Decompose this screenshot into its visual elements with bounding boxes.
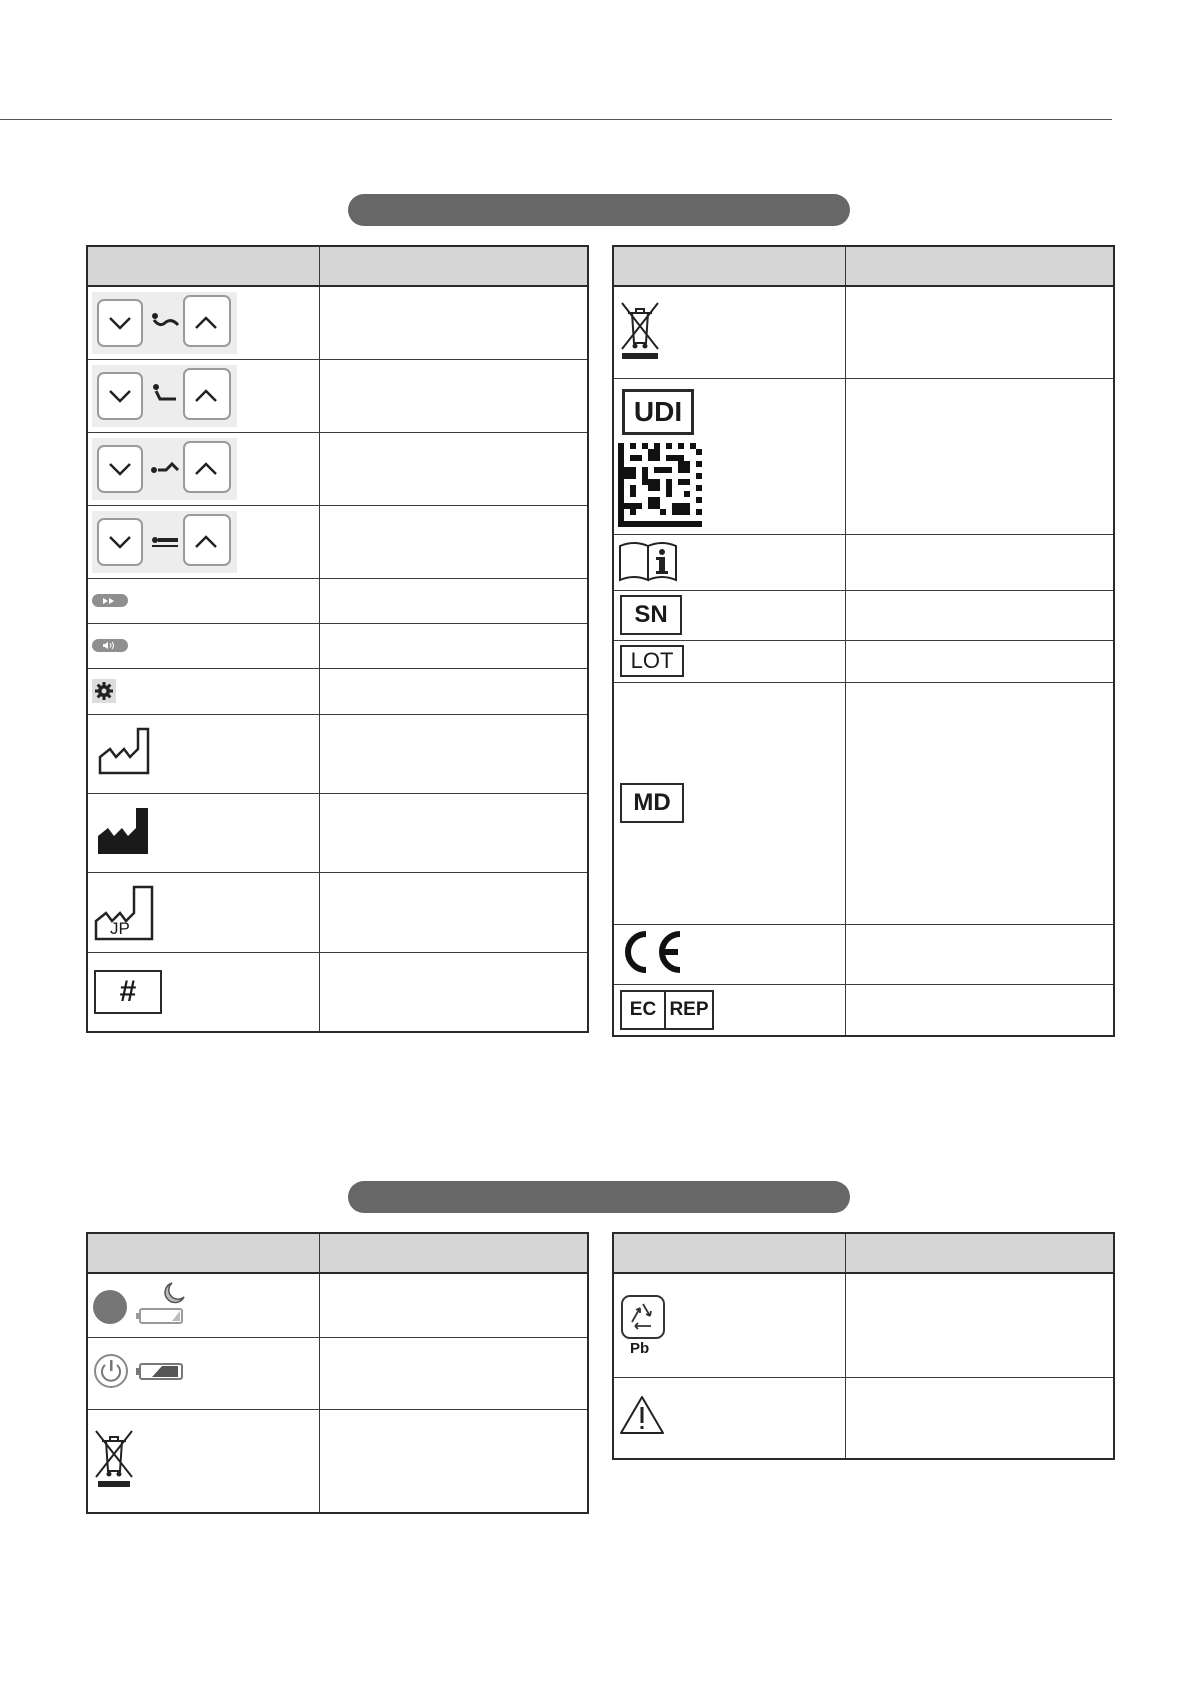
header-description (319, 1233, 588, 1273)
header-symbol (613, 1233, 845, 1273)
weee-crossed-bin-icon (613, 286, 845, 378)
header-description (845, 1233, 1114, 1273)
header-symbol (613, 246, 845, 286)
leg-rest-adjust-buttons-icon (87, 432, 319, 505)
backrest-adjust-buttons-icon (87, 286, 319, 359)
row-description (319, 793, 588, 872)
row-description (319, 1409, 588, 1513)
symbol-table-1-right (612, 245, 1115, 1037)
row-description (845, 682, 1114, 924)
row-description (319, 432, 588, 505)
row-description (319, 668, 588, 714)
top-divider (0, 119, 1112, 120)
model-number-icon (87, 952, 319, 1032)
sleep-low-battery-icon (87, 1273, 319, 1337)
medical-device-icon (613, 682, 845, 924)
serial-number-icon (613, 590, 845, 640)
udi-label: UDI (622, 389, 694, 435)
lead-pb-label: Pb (630, 1339, 650, 1357)
lot-number-icon (613, 640, 845, 682)
header-symbol (87, 246, 319, 286)
manufacturer-icon (87, 793, 319, 872)
row-description (319, 578, 588, 623)
serial-number-label: SN (620, 595, 682, 635)
row-description (319, 1273, 588, 1337)
consult-instructions-icon (613, 534, 845, 590)
row-description (319, 286, 588, 359)
settings-gear-icon (87, 668, 319, 714)
datamatrix-code-icon (618, 443, 702, 527)
symbol-table-2-left (86, 1232, 589, 1514)
date-of-manufacture-icon (87, 714, 319, 793)
warning-triangle-icon (613, 1377, 845, 1459)
recycle-pb-icon (613, 1273, 845, 1377)
row-description (319, 952, 588, 1032)
rep-label: REP (669, 998, 709, 1020)
row-description (319, 1337, 588, 1409)
model-number-label: # (94, 970, 162, 1014)
country-of-manufacture-icon (87, 872, 319, 952)
fast-forward-button-icon (87, 578, 319, 623)
row-description (845, 286, 1114, 378)
row-description (319, 714, 588, 793)
row-description (319, 505, 588, 578)
seat-recline-adjust-buttons-icon (87, 359, 319, 432)
row-description (845, 640, 1114, 682)
row-description (845, 984, 1114, 1036)
row-description (319, 872, 588, 952)
symbol-table-2-right (612, 1232, 1115, 1460)
ce-mark-icon (613, 924, 845, 984)
battery-disposal-icon (87, 1409, 319, 1513)
row-description (845, 378, 1114, 534)
udi-datamatrix-icon (613, 378, 845, 534)
row-description (845, 534, 1114, 590)
header-description (845, 246, 1114, 286)
flat-position-adjust-buttons-icon (87, 505, 319, 578)
row-description (845, 1377, 1114, 1459)
header-description (319, 246, 588, 286)
row-description (845, 590, 1114, 640)
ec-label: EC (622, 992, 666, 1028)
row-description (319, 359, 588, 432)
volume-button-icon (87, 623, 319, 668)
row-description (845, 924, 1114, 984)
country-code-label: JP (110, 919, 130, 938)
row-description (845, 1273, 1114, 1377)
lot-number-label: LOT (620, 645, 684, 677)
section-1-title-bar (348, 194, 850, 226)
symbol-table-1-left (86, 245, 589, 1033)
section-2-title-bar (348, 1181, 850, 1213)
medical-device-label: MD (620, 783, 684, 823)
row-description (319, 623, 588, 668)
ec-rep-icon (613, 984, 845, 1036)
power-battery-icon (87, 1337, 319, 1409)
header-symbol (87, 1233, 319, 1273)
